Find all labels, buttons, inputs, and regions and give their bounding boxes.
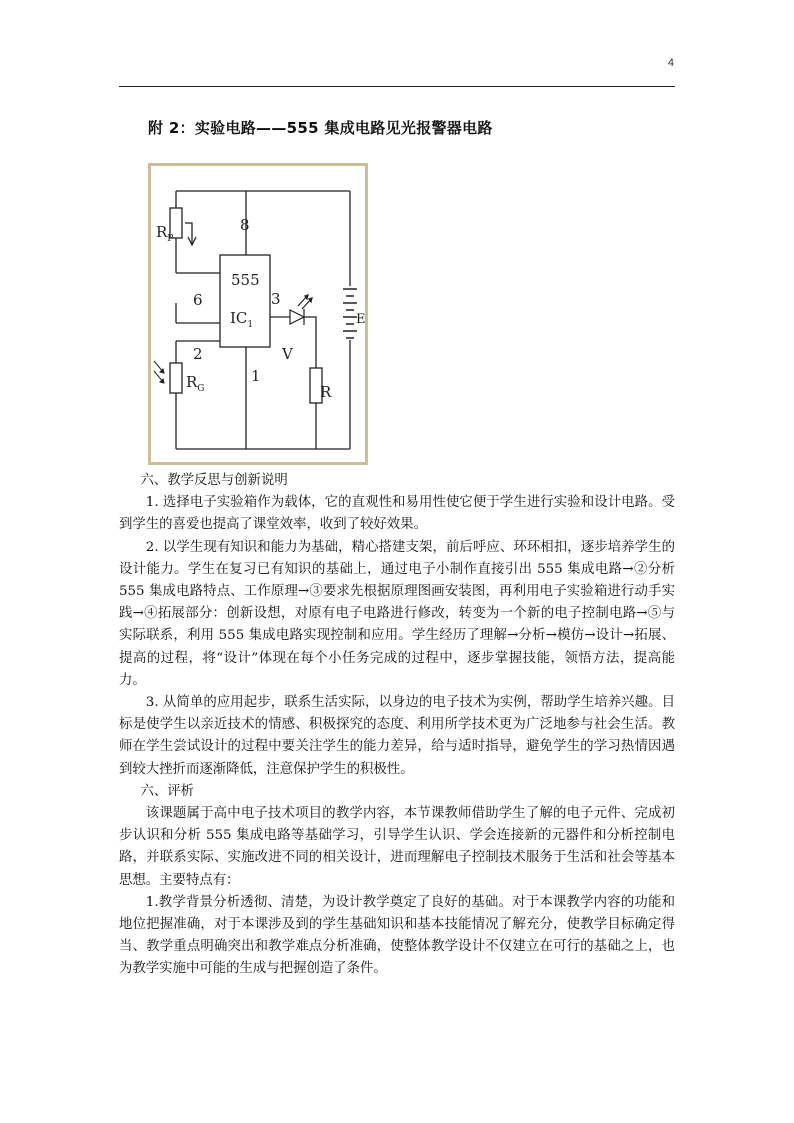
body-text xyxy=(119,470,675,981)
paragraph: 1. 选择电子实验箱作为载体，它的直观性和易用性使它便于学生进行实验和设计电路。受到学生的喜爱也提高了课堂效率，收到了较好效果。 xyxy=(119,495,675,533)
paragraph: 该课题属于高中电子技术项目的教学内容，本节课教师借助学生了解的电子元件、完成初步认识和分析 555 集成电路等基础学习，引导学生认识、学会连接新的元器件和分析控制电路，并联系实际、实施改进不同的相关设计，进而理解电子控制技术服务于生活和社会等基本思想。主要特点有： xyxy=(119,806,675,888)
label-chip-555: 555 xyxy=(231,271,260,289)
label-r: R xyxy=(320,383,332,401)
header-rule xyxy=(119,86,675,87)
ic-chip xyxy=(220,255,270,347)
section-heading-review: 六、评析 xyxy=(140,783,194,799)
label-e: E xyxy=(356,312,366,327)
label-v: V xyxy=(282,345,293,363)
label-chip-ic: $IC_1$ xyxy=(230,309,254,330)
paragraph: 2. 以学生现有知识和能力为基础，精心搭建支架，前后呼应、环环相扣，逐步培养学生的设计能力。学生在复习已有知识的基础上，通过电子小制作直接引出 555 集成电路→②分析 555 集成电路特点、工作原理→③要求先根据原理图画安装图，再利用电子实验箱进行动手实践→④拓展部分：创新设想，对原有电子电路进行修改，转变为一个新的电子控制电路→⑤与实际联系，利用 555 集成电路实现控制和应用。学生经历了理解→分析→模仿→设计→拓展、提高的过程，将“设计”体现在每个小任务完成的过程中，逐步掌握技能，领悟方法，提高能力。 xyxy=(119,539,675,688)
section-heading-reflection: 六、教学反思与创新说明 xyxy=(140,473,288,488)
paragraph: 3. 从简单的应用起步，联系生活实际，以身边的电子技术为实例，帮助学生培养兴趣。目标是使学生以亲近技术的情感、积极探究的态度、利用所学技术更为广泛地参与社会生活。教师在学生尝试设计的过程中要关注学生的能力差异，给与适时指导，避免学生的学习热情因遇到较大挫折而逐渐降低，注意保护学生的积极性。 xyxy=(119,695,675,777)
paragraph: 1.教学背景分析透彻、清楚，为设计教学奠定了良好的基础。对于本课教学内容的功能和地位把握准确，对于本课涉及到的学生基础知识和基本技能情况了解充分，使教学目标确定得当、教学重点明确突出和教学难点分析准确，使整体教学设计不仅建立在可行的基础之上，也为教学实施中可能的生成与把握创造了条件。 xyxy=(119,894,675,977)
rg-resistor xyxy=(170,363,182,393)
label-pin3: 3 xyxy=(271,290,281,308)
label-pin8: 8 xyxy=(240,216,250,234)
label-pin6: 6 xyxy=(193,291,203,309)
label-pin2: 2 xyxy=(193,345,203,363)
circuit-diagram xyxy=(148,163,368,465)
label-rp: $R_P$ xyxy=(156,223,174,244)
appendix-title: 附 2：实验电路——555 集成电路见光报警器电路 xyxy=(148,119,493,137)
page-number: 4 xyxy=(667,57,674,69)
label-pin1: 1 xyxy=(251,367,261,385)
label-rg: $R_G$ xyxy=(186,373,205,394)
